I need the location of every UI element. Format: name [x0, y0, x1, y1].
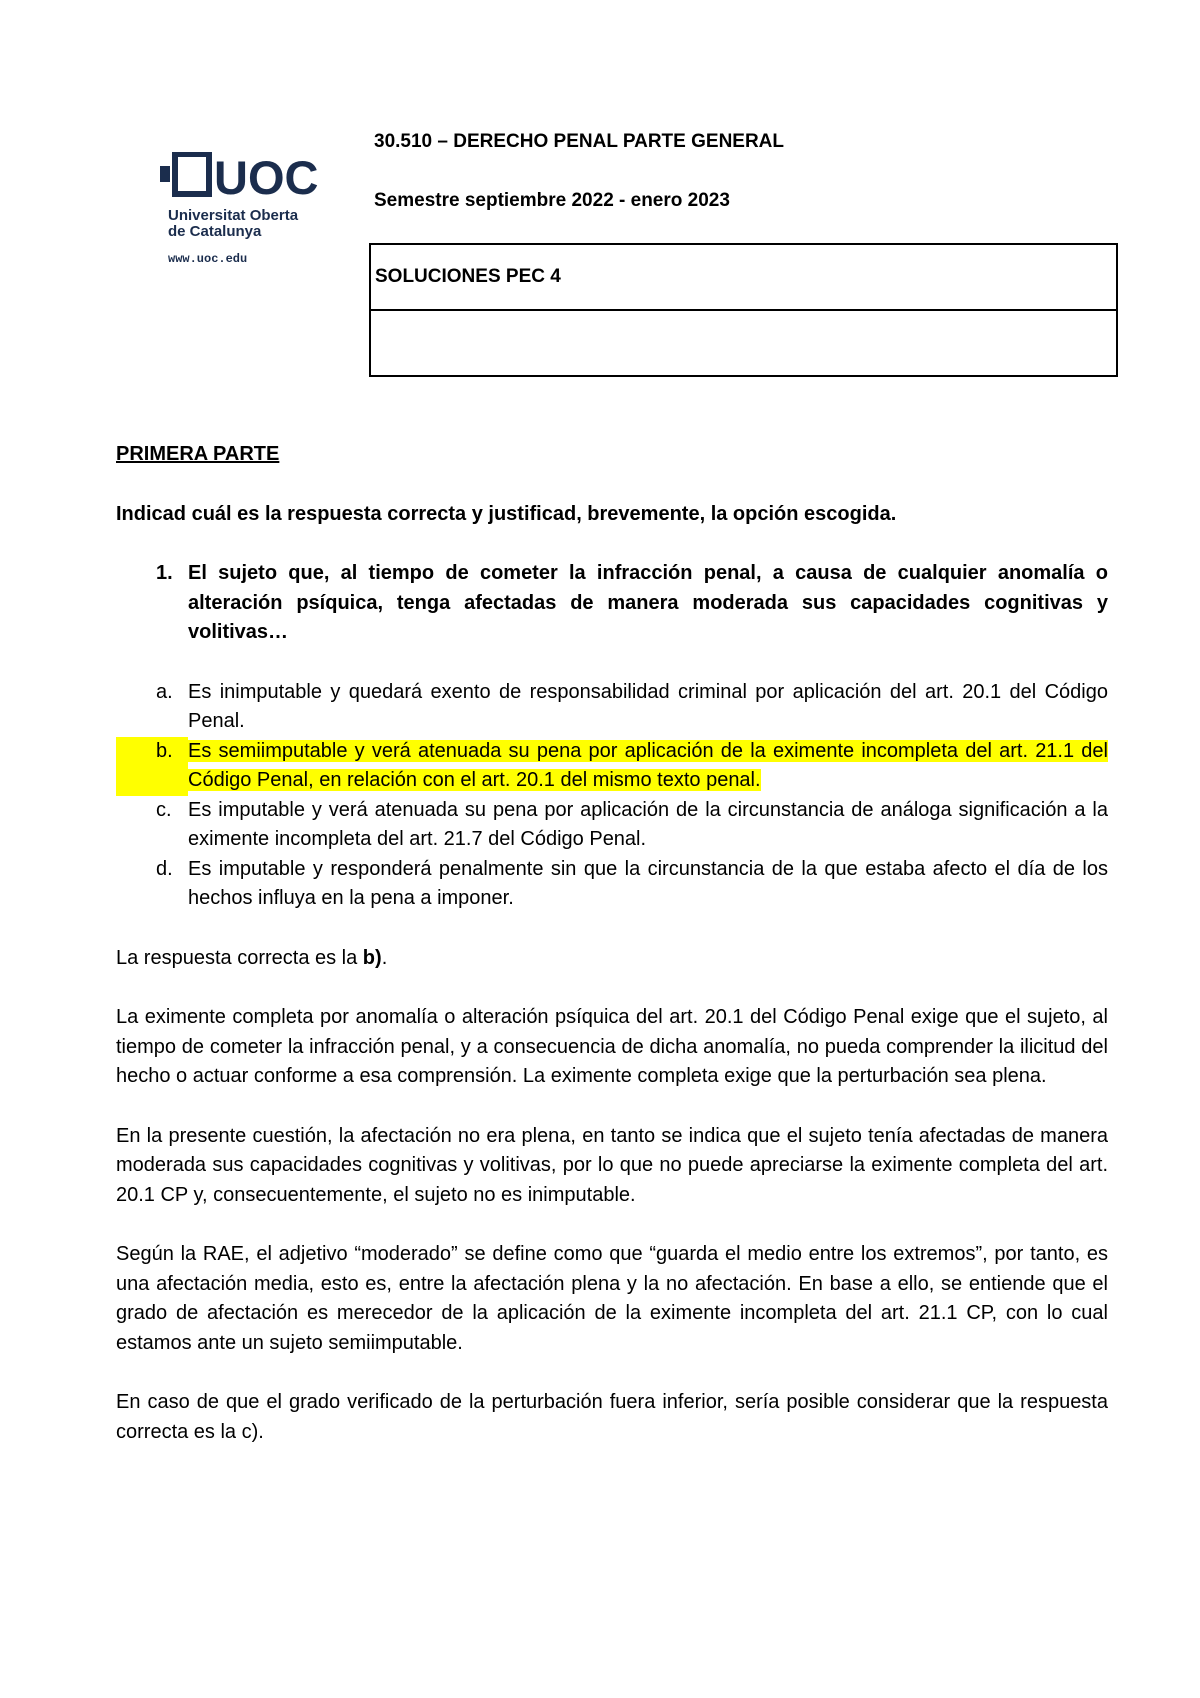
option-text [188, 737, 1108, 796]
answer-options [116, 678, 1108, 914]
explanation-paragraph: Según la RAE, el adjetivo “moderado” se define como que “guarda el medio entre los extremos”, por tanto, es una afectación media, esto es, entre la afectación plena y la no afectación. En base a ello, se entiende que el grado de afectación es merecedor de la aplicación de la eximente incompleta del art. 21.1 CP, con lo cual estamos ante un sujeto semiimputable. [116, 1243, 1108, 1354]
explanation-paragraph: La eximente completa por anomalía o alteración psíquica del art. 20.1 del Código Penal exige que el sujeto, al tiempo de cometer la infracción penal, y a consecuencia de dicha anomalía, no pueda comprender la ilicitud del hecho o actuar conforme a esa comprensión. La eximente completa exige que la perturbación sea plena. [116, 1006, 1108, 1087]
question-number: 1. [156, 562, 173, 584]
logo-square [175, 154, 209, 194]
uoc-logo [160, 140, 335, 270]
option-a [116, 678, 1108, 737]
section-title: PRIMERA PARTE [116, 443, 280, 465]
option-letter: d. [156, 857, 173, 880]
option-letter: c. [156, 798, 172, 821]
option-c [116, 796, 1108, 855]
option-text: Es inimputable y quedará exento de responsabilidad criminal por aplicación del art. 20.1 del Código Penal. [188, 680, 1108, 732]
semester: Semestre septiembre 2022 - enero 2023 [374, 190, 730, 211]
correct-answer-value: b) [362, 946, 382, 969]
option-letter: a. [156, 680, 173, 703]
option-text: Es imputable y responderá penalmente sin que la circunstancia de la que estaba afecto el día de los hechos influya en la pena a imponer. [188, 857, 1108, 909]
box-row-title [371, 245, 1116, 311]
question-text: El sujeto que, al tiempo de cometer la infracción penal, a causa de cualquier anomalía o alteración psíquica, tenga afectadas de manera moderada sus capacidades cognitivas y volitivas… [188, 562, 1108, 643]
box-title: SOLUCIONES PEC 4 [375, 266, 561, 287]
logo-wordmark: UOC [214, 152, 319, 202]
explanation-paragraph: En caso de que el grado verificado de la perturbación fuera inferior, sería posible considerar que la respuesta correcta es la c). [116, 1391, 1108, 1443]
question [116, 559, 1108, 648]
highlighted-answer: Es semiimputable y verá atenuada su pena por aplicación de la eximente incompleta del art. 21.1 del Código Penal, en relación con el art. 20.1 del mismo texto penal. [188, 739, 1108, 791]
option-b [116, 737, 1108, 796]
course-title: 30.510 – DERECHO PENAL PARTE GENERAL [374, 131, 785, 152]
logo-university-name: Universitat Oberta de Catalunya [168, 207, 299, 240]
logo-url: www.uoc.edu [168, 252, 248, 266]
option-text: Es imputable y verá atenuada su pena por aplicación de la circunstancia de análoga significación a la eximente incompleta del art. 21.7 del Código Penal. [188, 798, 1108, 850]
document-body [116, 440, 1108, 1447]
uoc-logo-mark [160, 152, 330, 202]
option-letter: b. [116, 737, 188, 796]
instruction: Indicad cuál es la respuesta correcta y justificad, brevemente, la opción escogida. [116, 502, 897, 525]
explanation-paragraph: En la presente cuestión, la afectación no era plena, en tanto se indica que el sujeto tenía afectadas de manera moderada sus capacidades cognitivas y volitivas, por lo que no puede apreciarse la eximente completa del art. 20.1 CP y, consecuentemente, el sujeto no es inimputable. [116, 1124, 1108, 1206]
correct-answer: La respuesta correcta es la b). [116, 946, 388, 969]
option-d [116, 855, 1108, 914]
logo-dot [160, 166, 170, 182]
document-title-box [369, 243, 1118, 377]
